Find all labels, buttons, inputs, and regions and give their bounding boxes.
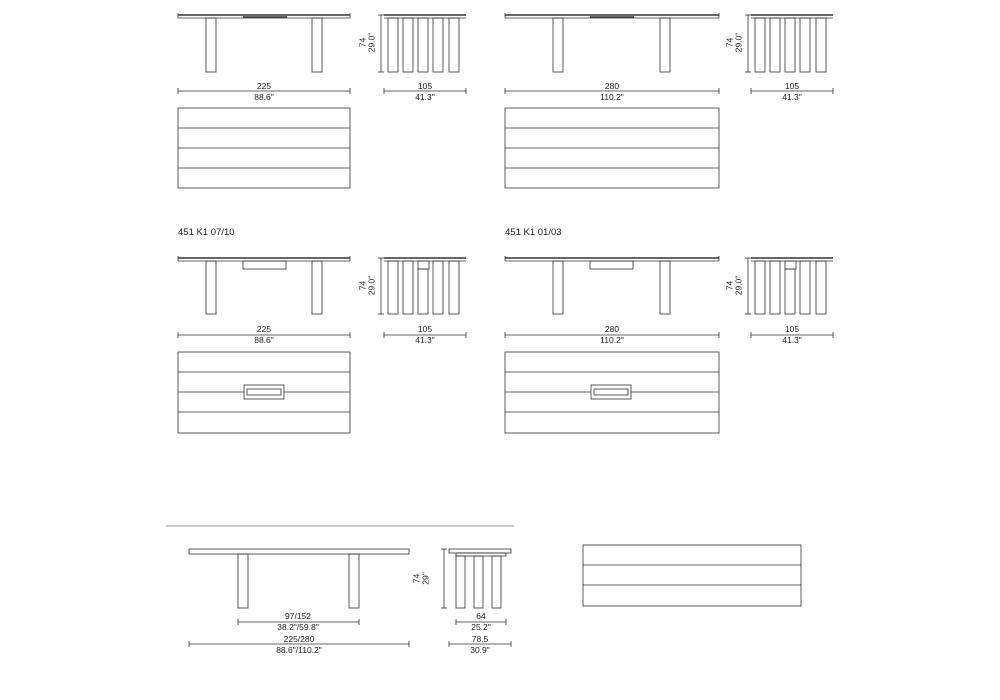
dim-value-cm: 97/152	[285, 611, 311, 621]
dim-value-in: 88.6"	[254, 335, 274, 345]
dim-label-length	[249, 635, 349, 655]
dim-value-in: 41.3"	[415, 92, 435, 102]
dim-label-height-in: 29.0"	[366, 275, 377, 296]
table-225-front-view	[178, 13, 350, 72]
k1-0103-side-view	[751, 258, 833, 314]
dim-label-depth	[395, 325, 455, 345]
dim-label-depth	[762, 325, 822, 345]
extendable-height-dimension	[441, 549, 447, 608]
dim-value-in: 88.6"	[254, 92, 274, 102]
dim-value-in: 110.2"	[600, 92, 624, 102]
dim-value-cm: 78.5	[471, 634, 489, 644]
dim-label-leg-spacing	[258, 612, 338, 632]
dim-label-leg-depth	[456, 612, 506, 632]
dim-value-in: 41.3"	[782, 335, 802, 345]
dim-label-height-cm: 74	[357, 280, 368, 291]
table-280-height-dimension	[745, 15, 751, 72]
dim-label-length	[582, 325, 642, 345]
k1-0103-height-dimension	[745, 258, 751, 314]
k1-0710-front-view	[178, 256, 350, 314]
dim-value-cm: 105	[784, 324, 800, 334]
dim-label-depth	[762, 82, 822, 102]
dim-value-in: 25.2"	[471, 622, 491, 632]
dim-value-cm: 64	[476, 611, 486, 621]
dim-value-cm: 225	[256, 81, 272, 91]
table-225-height-dimension	[378, 15, 384, 72]
k1-0710-top-view	[178, 352, 350, 433]
extendable-side-view	[449, 549, 511, 608]
dim-value-cm: 225/280	[283, 634, 315, 644]
dim-label-depth	[395, 82, 455, 102]
extendable-front-view	[189, 549, 409, 608]
dim-label-height-in: 29.0"	[366, 32, 377, 53]
k1-0103-front-view	[505, 256, 719, 314]
table-280-top-view	[505, 108, 719, 188]
dim-value-in: 41.3"	[782, 92, 802, 102]
dim-label-height-in: 29.0"	[733, 275, 744, 296]
dim-value-in: 38.2"/59.8"	[277, 622, 319, 632]
dim-label-depth	[455, 635, 505, 655]
dim-label-height-cm: 74	[411, 573, 422, 584]
dim-label-height-cm: 74	[724, 37, 735, 48]
dim-value-cm: 280	[604, 81, 620, 91]
k1-0103-top-view	[505, 352, 719, 433]
table-280-side-view	[751, 15, 833, 72]
dim-value-cm: 225	[256, 324, 272, 334]
model-code: 451 K1 01/03	[505, 227, 562, 238]
dim-label-height-cm: 74	[724, 280, 735, 291]
dim-value-in: 30.9"	[470, 645, 490, 655]
table-225-side-view	[384, 15, 466, 72]
dim-value-in: 41.3"	[415, 335, 435, 345]
model-code: 451 K1 07/10	[178, 227, 235, 238]
dim-value-cm: 105	[417, 81, 433, 91]
dim-value-cm: 280	[604, 324, 620, 334]
k1-0710-height-dimension	[378, 258, 384, 314]
dim-label-height-in: 29"	[420, 572, 431, 585]
dim-label-height-cm: 74	[357, 37, 368, 48]
dim-label-length	[582, 82, 642, 102]
table-225-top-view	[178, 108, 350, 188]
extendable-top-view	[583, 545, 801, 606]
dim-label-length	[234, 82, 294, 102]
dim-label-length	[234, 325, 294, 345]
k1-0710-side-view	[384, 258, 466, 314]
dim-value-in: 88.6"/110.2"	[276, 645, 322, 655]
dim-value-cm: 105	[784, 81, 800, 91]
table-280-front-view	[505, 13, 719, 72]
dim-value-cm: 105	[417, 324, 433, 334]
dim-label-height-in: 29.0"	[733, 32, 744, 53]
dim-value-in: 110.2"	[600, 335, 624, 345]
